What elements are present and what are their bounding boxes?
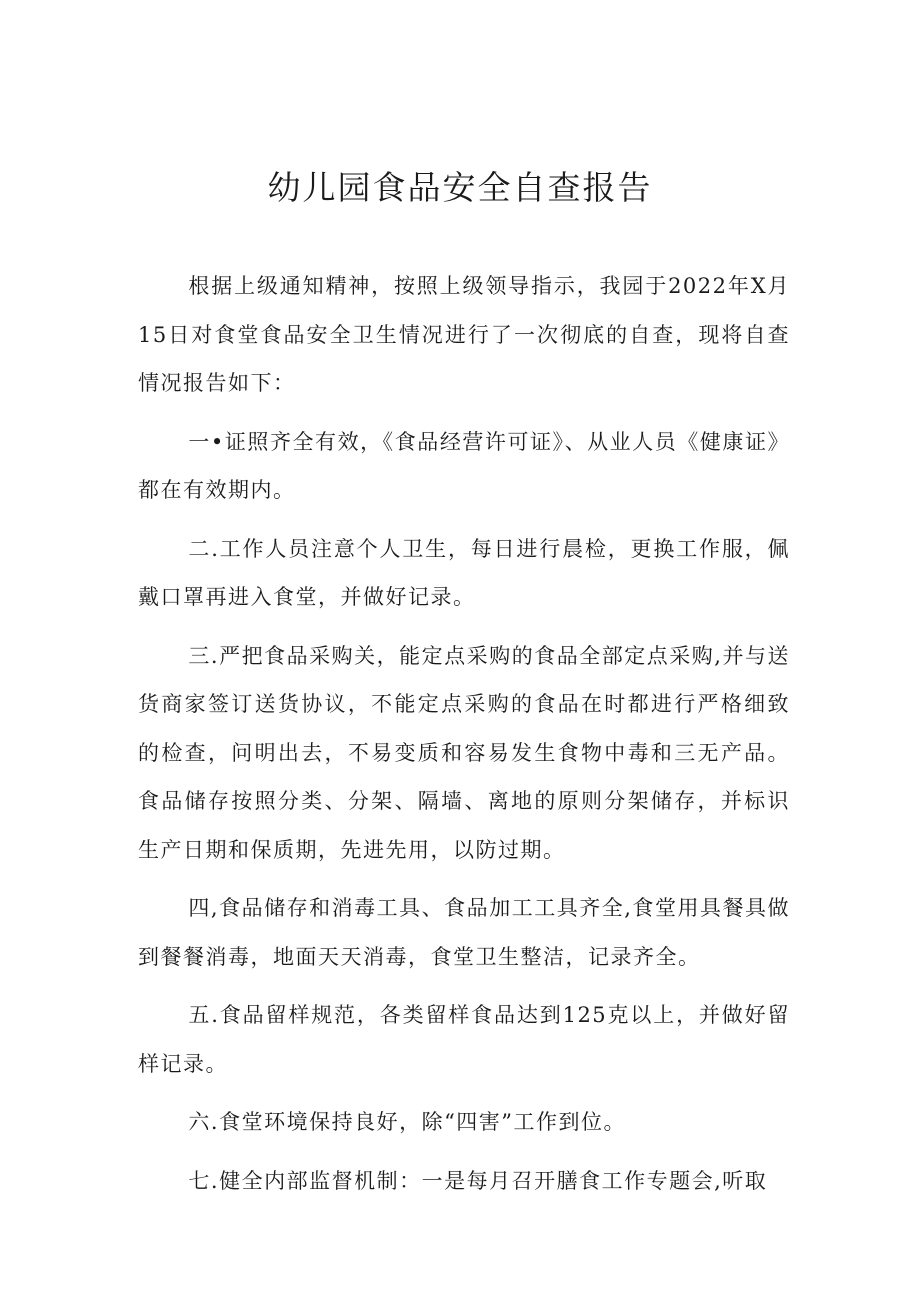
document-body — [138, 262, 790, 1205]
paragraph-item-7: 七.健全内部监督机制：一是每月召开膳食工作专题会,听取 — [188, 1168, 768, 1193]
paragraph-item-4: 四,食品储存和消毒工具、食品加工工具齐全,食堂用具餐具做到餐餐消毒，地面天天消毒，食堂卫生整洁，记录齐全。 — [138, 896, 790, 969]
document-title: 幼儿园食品安全自查报告 — [267, 168, 653, 207]
paragraph-item-2: 二.工作人员注意个人卫生，每日进行晨检，更换工作服，佩戴口罩再进入食堂，并做好记录。 — [138, 536, 790, 609]
paragraph-item-3: 三.严把食品采购关，能定点采购的食品全部定点采购,并与送货商家签订送货协议，不能定点采购的食品在时都进行严格细致的检查，问明出去，不易变质和容易发生食物中毒和三无产品。食品储存按照分类、分架、隔墙、离地的原则分架储存，并标识生产日期和保质期，先进先用，以防过期。 — [138, 643, 790, 862]
paragraph-item-6: 六.食堂环境保持良好，除“四害”工作到位。 — [188, 1110, 627, 1134]
paragraph-item-1: 一•证照齐全有效，《食品经营许可证》、从业人员《健康证》都在有效期内。 — [138, 429, 790, 502]
paragraph-item-5: 五.食品留样规范，各类留样食品达到125克以上，并做好留样记录。 — [138, 1003, 790, 1076]
paragraph-intro: 根据上级通知精神，按照上级领导指示，我园于2022年X月15日对食堂食品安全卫生情况进行了一次彻底的自查，现将自查情况报告如下： — [138, 274, 790, 395]
